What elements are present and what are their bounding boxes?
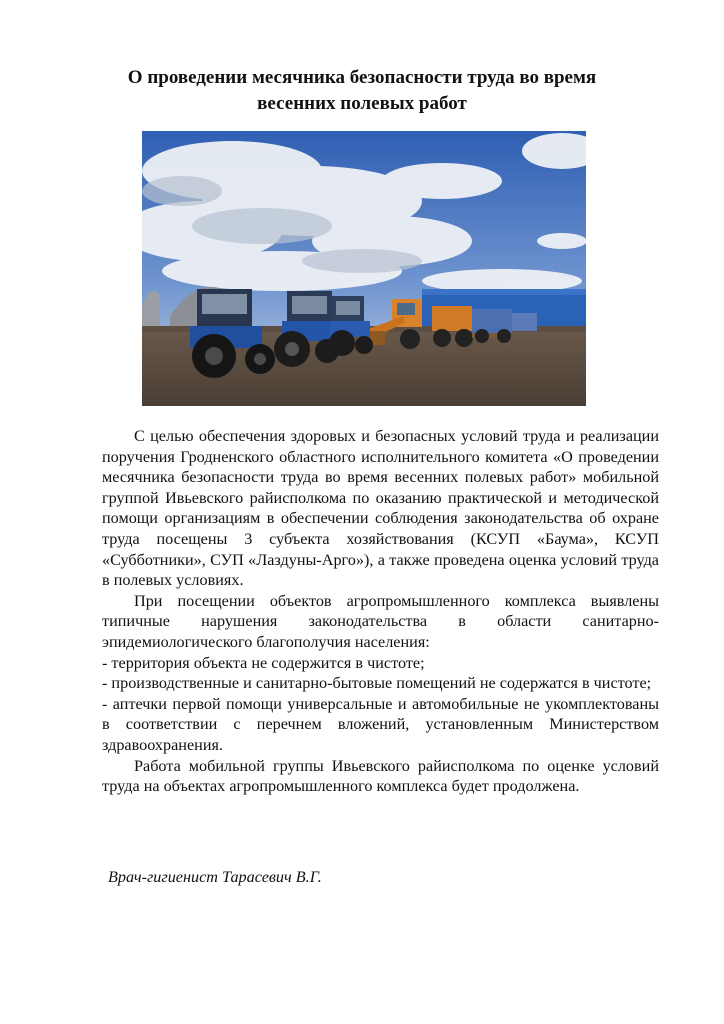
signature: Врач-гигиенист Тарасевич В.Г. — [108, 868, 322, 886]
photo-image — [142, 131, 586, 406]
paragraph-findings: При посещении объектов агропромышленного комплекса выявлены типичные нарушения законодательства в области санитарно-эпидемиологического благополучия населения: — [102, 591, 659, 651]
violation-item-1: - территория объекта не содержится в чистоте; — [102, 653, 425, 672]
tractors-photo — [142, 131, 586, 406]
document-body — [102, 426, 659, 797]
paragraph-intro: С целью обеспечения здоровых и безопасных условий труда и реализации поручения Гродненского областного исполнительного комитета «О проведении месячника безопасности труда во время весенних полевых работ» мобильной группой Ивьевского райисполкома по оказанию практической и методической помощи организациям в обеспечении соблюдения законодательства об охране труда посещены 3 субъекта хозяйствования (КСУП «Баума», КСУП «Субботники», СУП «Лаздуны-Арго»), а также проведена оценка условий труда в полевых условиях. — [102, 427, 659, 590]
title-line-1: О проведении месячника безопасности труда во время — [127, 67, 597, 88]
paragraph-closing: Работа мобильной группы Ивьевского райисполкома по оценке условий труда на объектах агропромышленного комплекса будет продолжена. — [102, 756, 659, 796]
title-line-2: весенних полевых работ — [257, 93, 467, 114]
violation-item-2: - производственные и санитарно-бытовые помещений не содержатся в чистоте; — [102, 674, 652, 693]
document-title — [60, 65, 664, 117]
violation-item-3: - аптечки первой помощи универсальные и автомобильные не укомплектованы в соответствии с перечнем вложений, установленным Министерством здравоохранения. — [102, 694, 659, 754]
